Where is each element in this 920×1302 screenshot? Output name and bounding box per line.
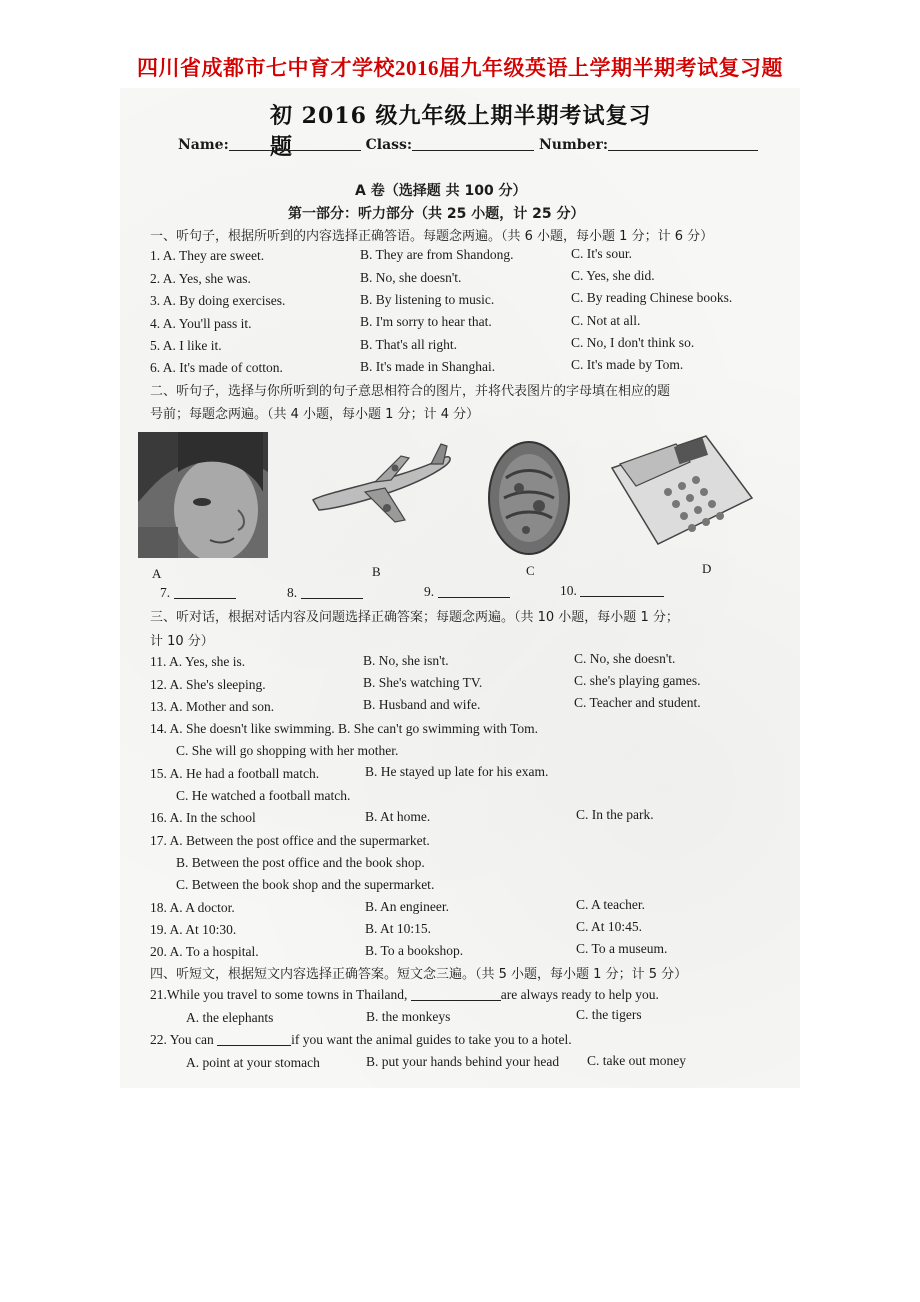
picture-c-carving bbox=[484, 438, 574, 558]
section4-instruction: 四、听短文，根据短文内容选择正确答案。短文念三遍。（共 5 小题，每小题 1 分；计 5 分） bbox=[150, 967, 688, 982]
q13-option-b: B. Husband and wife. bbox=[363, 697, 481, 712]
blank-10 bbox=[560, 583, 664, 599]
picture-b-airplane bbox=[305, 438, 455, 538]
blank-7 bbox=[160, 585, 236, 601]
q22-blank[interactable] bbox=[217, 1033, 291, 1046]
q20-option-c: C. To a museum. bbox=[576, 941, 668, 956]
q20-option-a: 20. A. To a hospital. bbox=[150, 944, 259, 959]
blank-10-line[interactable] bbox=[580, 584, 664, 597]
picture-d-label: D bbox=[702, 561, 712, 576]
q1-option-b: B. They are from Shandong. bbox=[360, 247, 514, 262]
q15-option-b: B. He stayed up late for his exam. bbox=[365, 764, 549, 779]
q15-option-a: 15. A. He had a football match. bbox=[150, 766, 320, 781]
blank-8 bbox=[287, 585, 363, 601]
blank-10-number: 10. bbox=[560, 583, 577, 598]
q21-blank[interactable] bbox=[411, 988, 501, 1001]
section2-instruction-line1: 二、听句子，选择与你所听到的句子意思相符合的图片，并将代表图片的字母填在相应的题 bbox=[150, 384, 671, 399]
part-one-heading: 第一部分：听力部分（共 25 小题，计 25 分） bbox=[288, 206, 585, 222]
blank-8-line[interactable] bbox=[301, 586, 363, 599]
q3-option-c: C. By reading Chinese books. bbox=[571, 290, 733, 305]
class-label: Class: bbox=[365, 137, 413, 153]
q22-stem bbox=[150, 1032, 572, 1048]
q17-option-c: C. Between the book shop and the supermarket. bbox=[176, 877, 435, 892]
number-label: Number: bbox=[538, 137, 609, 153]
blank-7-line[interactable] bbox=[174, 586, 236, 599]
q5-option-a: 5. A. I like it. bbox=[150, 338, 222, 353]
q6-option-b: B. It's made in Shanghai. bbox=[360, 359, 496, 374]
picture-c-label: C bbox=[526, 563, 535, 578]
q16-option-a: 16. A. In the school bbox=[150, 810, 256, 825]
q1-option-a: 1. A. They are sweet. bbox=[150, 248, 265, 263]
q18-option-c: C. A teacher. bbox=[576, 897, 645, 912]
q6-option-c: C. It's made by Tom. bbox=[571, 357, 684, 372]
section3-instruction-line2: 计 10 分） bbox=[150, 634, 214, 649]
q16-option-c: C. In the park. bbox=[576, 807, 654, 822]
q13-option-a: 13. A. Mother and son. bbox=[150, 699, 275, 714]
q21-stem-start: 21.While you travel to some towns in Thailand, bbox=[150, 987, 408, 1002]
picture-d-telephone bbox=[606, 428, 756, 550]
q16-option-b: B. At home. bbox=[365, 809, 431, 824]
q22-stem-start: 22. You can bbox=[150, 1032, 214, 1047]
picture-a-label: A bbox=[152, 566, 162, 581]
volume-a-heading: A 卷（选择题 共 100 分） bbox=[355, 183, 527, 199]
q1-option-c: C. It's sour. bbox=[571, 246, 632, 261]
q2-option-b: B. No, she doesn't. bbox=[360, 270, 462, 285]
q6-option-a: 6. A. It's made of cotton. bbox=[150, 360, 283, 375]
q21-option-a: A. the elephants bbox=[186, 1010, 274, 1025]
q11-option-a: 11. A. Yes, she is. bbox=[150, 654, 246, 669]
student-info-row bbox=[178, 136, 758, 153]
q11-option-b: B. No, she isn't. bbox=[363, 653, 449, 668]
q21-stem-end: are always ready to help you. bbox=[500, 987, 659, 1002]
name-label: Name: bbox=[178, 137, 229, 153]
q14-options-ab: 14. A. She doesn't like swimming. B. She can't go swimming with Tom. bbox=[150, 721, 539, 736]
page-title: 四川省成都市七中育才学校2016届九年级英语上学期半期考试复习题 bbox=[137, 56, 783, 80]
q3-option-a: 3. A. By doing exercises. bbox=[150, 293, 286, 308]
q21-option-c: C. the tigers bbox=[576, 1007, 642, 1022]
q11-option-c: C. No, she doesn't. bbox=[574, 651, 676, 666]
q12-option-b: B. She's watching TV. bbox=[363, 675, 483, 690]
q21-option-b: B. the monkeys bbox=[366, 1009, 451, 1024]
q4-option-c: C. Not at all. bbox=[571, 313, 641, 328]
exam-title: 初 2016 级九年级上期半期考试复习题 bbox=[270, 103, 652, 160]
q19-option-a: 19. A. At 10:30. bbox=[150, 922, 237, 937]
q18-option-a: 18. A. A doctor. bbox=[150, 900, 235, 915]
blank-9 bbox=[424, 584, 510, 600]
q4-option-a: 4. A. You'll pass it. bbox=[150, 316, 252, 331]
blank-9-line[interactable] bbox=[438, 585, 510, 598]
q21-stem bbox=[150, 987, 659, 1003]
picture-b-label: B bbox=[372, 564, 381, 579]
q2-option-a: 2. A. Yes, she was. bbox=[150, 271, 251, 286]
q14-option-c: C. She will go shopping with her mother. bbox=[176, 743, 399, 758]
q22-option-a: A. point at your stomach bbox=[186, 1055, 320, 1070]
q22-stem-end: if you want the animal guides to take you to a hotel. bbox=[291, 1032, 572, 1047]
name-field[interactable] bbox=[229, 136, 361, 151]
class-field[interactable] bbox=[412, 136, 534, 151]
picture-a-face bbox=[138, 432, 268, 558]
q18-option-b: B. An engineer. bbox=[365, 899, 449, 914]
q12-option-a: 12. A. She's sleeping. bbox=[150, 677, 266, 692]
blank-8-number: 8. bbox=[287, 585, 298, 600]
section2-instruction-line2: 号前；每题念两遍。（共 4 小题，每小题 1 分；计 4 分） bbox=[150, 407, 480, 422]
number-field[interactable] bbox=[608, 136, 758, 151]
q5-option-c: C. No, I don't think so. bbox=[571, 335, 695, 350]
q19-option-b: B. At 10:15. bbox=[365, 921, 432, 936]
blank-7-number: 7. bbox=[160, 585, 171, 600]
section1-instruction: 一、听句子，根据所听到的内容选择正确答语。每题念两遍。（共 6 小题，每小题 1 分；计 6 分） bbox=[150, 229, 714, 244]
q4-option-b: B. I'm sorry to hear that. bbox=[360, 314, 492, 329]
q17-option-b: B. Between the post office and the book shop. bbox=[176, 855, 425, 870]
q17-option-a: 17. A. Between the post office and the supermarket. bbox=[150, 833, 430, 848]
q22-option-c: C. take out money bbox=[587, 1053, 686, 1068]
section3-instruction-line1: 三、听对话，根据对话内容及问题选择正确答案；每题念两遍。（共 10 小题，每小题 1 分； bbox=[150, 610, 679, 625]
q12-option-c: C. she's playing games. bbox=[574, 673, 701, 688]
q22-option-b: B. put your hands behind your head bbox=[366, 1054, 560, 1069]
q3-option-b: B. By listening to music. bbox=[360, 292, 495, 307]
q15-option-c: C. He watched a football match. bbox=[176, 788, 351, 803]
blank-9-number: 9. bbox=[424, 584, 435, 599]
q2-option-c: C. Yes, she did. bbox=[571, 268, 655, 283]
q20-option-b: B. To a bookshop. bbox=[365, 943, 464, 958]
q5-option-b: B. That's all right. bbox=[360, 337, 458, 352]
q19-option-c: C. At 10:45. bbox=[576, 919, 643, 934]
q13-option-c: C. Teacher and student. bbox=[574, 695, 701, 710]
